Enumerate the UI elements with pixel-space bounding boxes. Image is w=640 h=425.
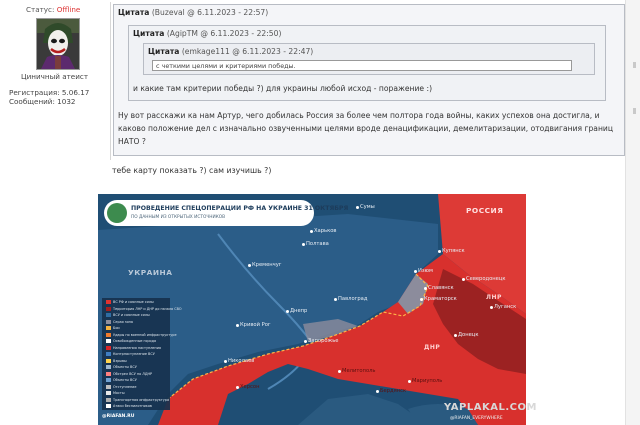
user-status xyxy=(26,5,80,14)
map-image[interactable] xyxy=(98,194,537,425)
city-dot xyxy=(236,324,239,327)
city-dot xyxy=(236,386,239,389)
quote-header xyxy=(133,29,281,38)
quote-meta[interactable]: (AgipTM @ 6.11.2023 - 22:50) xyxy=(166,29,282,38)
middle-quote-text: и какие там критерии победы ?) для украины любой исход - поражение :) xyxy=(133,84,433,93)
city-kremenchug: Кременчуг xyxy=(252,262,282,268)
city-dot xyxy=(310,230,313,233)
city-nikolaev: Николаев xyxy=(228,358,255,364)
legend-item: Бои xyxy=(106,326,120,331)
legend-item: Отступление xyxy=(106,385,136,390)
map-subtitle: ПО ДАННЫМ ИЗ ОТКРЫТЫХ ИСТОЧНИКОВ xyxy=(131,215,226,220)
legend-item: Атаки беспилотников xyxy=(106,404,152,409)
legend-item: Объекты ВСУ xyxy=(106,365,137,370)
city-lugansk: Луганск xyxy=(494,304,517,310)
city-slavyansk: Славянск xyxy=(428,285,454,291)
scroll-mark xyxy=(633,62,636,68)
map-country-russia: РОССИЯ xyxy=(466,206,504,215)
watermark: YAPLAKAL.COM xyxy=(444,402,537,413)
city-sumy: Сумы xyxy=(360,204,375,210)
city-zaporozhye: Запорожье xyxy=(308,338,339,344)
legend-item: Удары по военной инфраструктуре xyxy=(106,333,177,338)
quote-label: Цитата xyxy=(148,47,180,56)
city-pavlograd: Павлоград xyxy=(338,296,368,302)
legend-item: Обстрел ВСУ по ЛДНР xyxy=(106,372,152,377)
legend-item: ВС РФ и союзные силы xyxy=(106,300,154,305)
city-dot xyxy=(490,306,493,309)
quote-outer xyxy=(113,4,625,156)
city-dot xyxy=(356,206,359,209)
city-mariupol: Мариуполь xyxy=(412,378,443,384)
legend-item: Освобожденные города xyxy=(106,339,156,344)
quote-middle xyxy=(128,25,606,101)
city-krivoy-rog: Кривой Рог xyxy=(240,322,271,328)
city-dot xyxy=(376,390,379,393)
user-panel xyxy=(0,0,108,160)
legend-item: Взрывы xyxy=(106,359,127,364)
legend-item: Мосты xyxy=(106,391,125,396)
legend-item: ВСУ и союзные силы xyxy=(106,313,150,318)
reply-text: тебе карту показать ?) сам изучишь ?) xyxy=(112,166,272,175)
city-poltava: Полтава xyxy=(306,241,329,247)
map-title-banner xyxy=(104,200,349,226)
city-dot xyxy=(424,287,427,290)
riafan-logo-icon xyxy=(107,203,127,223)
city-izyum: Изюм xyxy=(418,268,433,274)
map-region-dnr: ДНР xyxy=(424,344,441,351)
legend-item: Объекты ВСУ xyxy=(106,378,137,383)
city-dot xyxy=(438,250,441,253)
quote-inner xyxy=(143,43,595,75)
city-melitopol: Мелитополь xyxy=(342,368,376,374)
map-title: ПРОВЕДЕНИЕ СПЕЦОПЕРАЦИИ РФ НА УКРАИНЕ 31 ОКТЯБРЯ xyxy=(131,205,349,212)
scroll-mark xyxy=(633,108,636,114)
city-dot xyxy=(302,243,305,246)
city-dot xyxy=(338,370,341,373)
city-severodonetsk: Северодонецк xyxy=(466,276,506,282)
legend-item: Территория ЛНР и ДНР до начала СВО xyxy=(106,307,182,312)
city-dot xyxy=(454,334,457,337)
city-dot xyxy=(248,264,251,267)
city-kupyansk: Купянск xyxy=(442,248,465,254)
city-kharkov: Харьков xyxy=(314,228,337,234)
city-dot xyxy=(224,360,227,363)
quote-meta[interactable]: (emkage111 @ 6.11.2023 - 22:47) xyxy=(181,47,314,56)
status-label: Статус: xyxy=(26,5,55,14)
city-dot xyxy=(420,298,423,301)
watermark-sub: @RIAFAN_EVERYWHERE xyxy=(450,416,503,421)
outer-quote-text: Ну вот расскажи ка нам Артур, чего добилась Россия за более чем полтора года войны, каких успехов она достигла, и каково положение дел с изначально озвученными целями вроде денацификации, демелитаризации, отодвигания границ НАТО ? xyxy=(118,111,614,146)
username[interactable]: Циничный атеист xyxy=(21,72,89,81)
status-value: Offline xyxy=(56,5,81,14)
quote-meta[interactable]: (Buzeval @ 6.11.2023 - 22:57) xyxy=(151,8,269,17)
quote-label: Цитата xyxy=(133,29,165,38)
quote-header xyxy=(148,47,313,56)
avatar[interactable] xyxy=(36,18,80,70)
page-scrollbar[interactable] xyxy=(625,0,640,425)
map-country-ukraine: УКРАИНА xyxy=(128,268,173,277)
city-dot xyxy=(286,310,289,313)
post-body xyxy=(110,2,627,160)
legend-item: Направления наступления xyxy=(106,346,161,351)
map-site-badge: @RIAFAN.RU xyxy=(102,414,135,419)
avatar-image xyxy=(37,19,79,69)
inner-quote-text: с четкими целями и критериями победы. xyxy=(152,60,572,71)
registration-date: Регистрация: 5.06.17 xyxy=(9,88,90,97)
legend-item: Транспортная инфраструктура xyxy=(106,398,169,403)
quote-label: Цитата xyxy=(118,8,150,17)
city-dot xyxy=(414,270,417,273)
map-legend xyxy=(102,298,182,410)
city-kramatorsk: Краматорск xyxy=(424,296,457,302)
city-dot xyxy=(408,380,411,383)
city-dot xyxy=(462,278,465,281)
city-dot xyxy=(304,340,307,343)
city-donetsk: Донецк xyxy=(458,332,479,338)
legend-item: Серая зона xyxy=(106,320,133,325)
city-berdyansk: Бердянск xyxy=(380,388,407,394)
map-region-lnr: ЛНР xyxy=(486,294,502,301)
quote-header xyxy=(118,8,268,17)
city-kherson: Херсон xyxy=(240,384,260,390)
city-dnepr: Днепр xyxy=(290,308,308,314)
legend-item: Контрнаступление ВСУ xyxy=(106,352,155,357)
message-count: Сообщений: 1032 xyxy=(9,97,76,106)
city-dot xyxy=(334,298,337,301)
